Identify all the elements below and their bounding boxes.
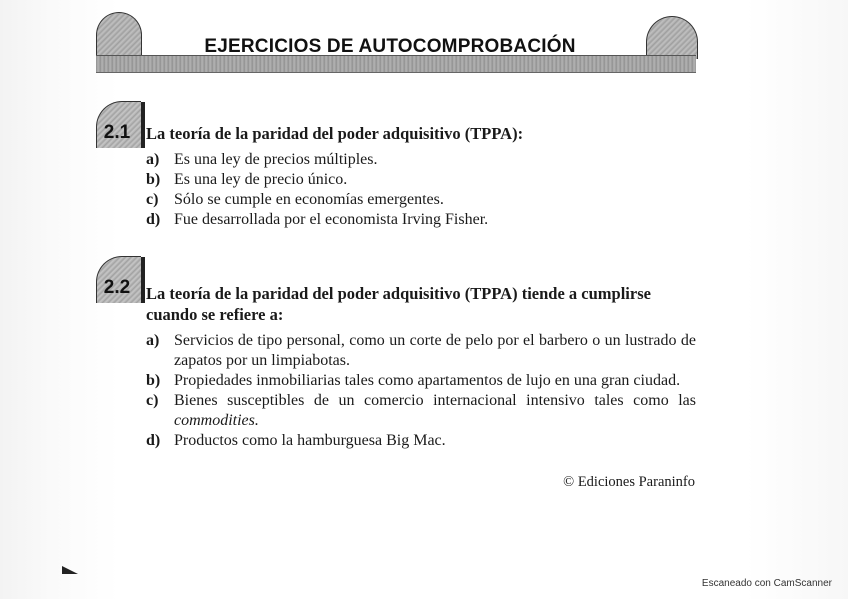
- question-number-badge: [96, 256, 141, 303]
- header-tab-right: [646, 16, 698, 59]
- option-letter: d): [146, 432, 161, 449]
- question-text: La teoría de la paridad del poder adquisitivo (TPPA):: [146, 124, 524, 143]
- copyright-notice: © Ediciones Paraninfo: [563, 474, 695, 490]
- header-tab-left: [96, 12, 142, 59]
- option-text: Bienes susceptibles de un comercio internacional intensivo tales como las: [174, 392, 696, 409]
- options-list: [146, 331, 696, 451]
- option-item: [146, 331, 696, 371]
- option-text: Fue desarrollada por el economista Irving Fisher.: [174, 211, 489, 228]
- question-number-badge: [96, 101, 141, 148]
- option-text: Sólo se cumple en economías emergentes.: [174, 191, 444, 208]
- option-letter: b): [146, 171, 161, 188]
- option-item: [146, 391, 696, 431]
- option-text: Es una ley de precio único.: [174, 171, 348, 188]
- page-title: EJERCICIOS DE AUTOCOMPROBACIÓN: [204, 36, 576, 57]
- question-text: La teoría de la paridad del poder adquisitivo (TPPA) tiende a cumplirse cuando se refiere a:: [146, 284, 651, 324]
- option-letter: b): [146, 372, 161, 389]
- option-letter: c): [146, 392, 159, 409]
- corner-triangle-icon: [62, 566, 78, 574]
- option-item: [146, 170, 696, 190]
- scanner-watermark: Escaneado con CamScanner: [701, 578, 832, 589]
- option-item: [146, 431, 696, 451]
- option-letter: d): [146, 211, 161, 228]
- option-letter: c): [146, 191, 159, 208]
- option-item: [146, 210, 696, 230]
- option-text: Es una ley de precios múltiples.: [174, 151, 378, 168]
- option-letter: a): [146, 151, 160, 168]
- option-text: Propiedades inmobiliarias tales como apartamentos de lujo en una gran ciudad.: [174, 372, 681, 389]
- question-number: 2.2: [103, 277, 131, 298]
- option-letter: a): [146, 332, 160, 349]
- option-item: [146, 190, 696, 210]
- option-emphasis: commodities.: [174, 412, 259, 429]
- option-item: [146, 150, 696, 170]
- options-list: [146, 150, 696, 230]
- option-item: [146, 371, 696, 391]
- option-text: Productos como la hamburguesa Big Mac.: [174, 432, 446, 449]
- option-text: Servicios de tipo personal, como un corte de pelo por el barbero o un lustrado de zapatos por un limpiabotas.: [174, 332, 696, 369]
- question-number: 2.1: [103, 122, 131, 143]
